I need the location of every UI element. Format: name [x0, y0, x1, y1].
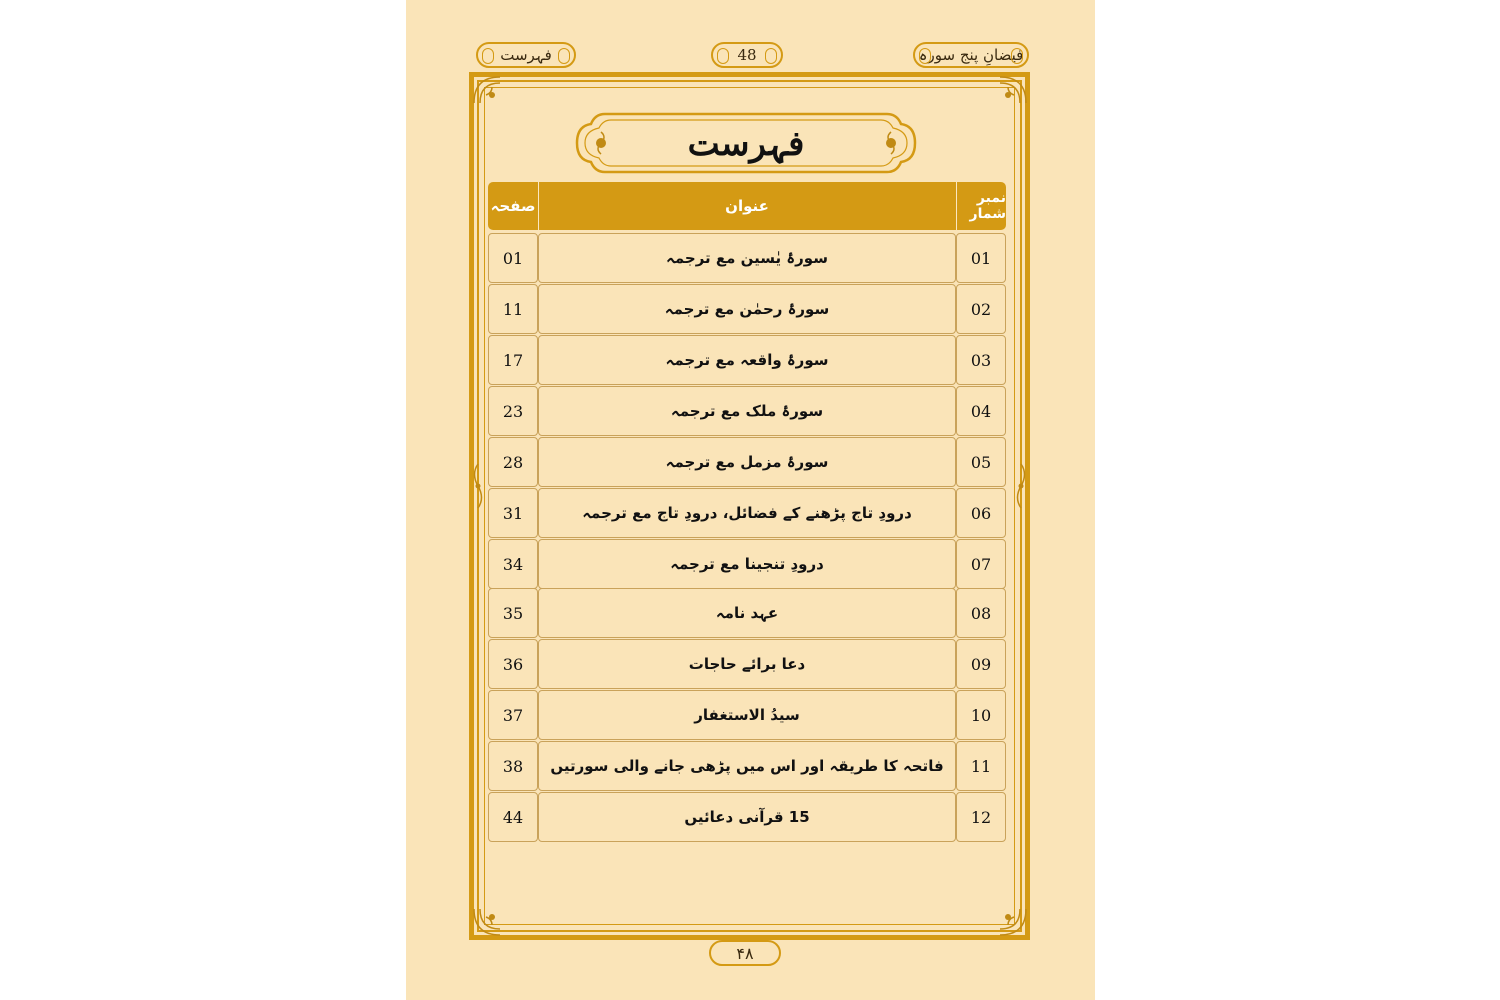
row-serial: 01 — [956, 233, 1006, 283]
side-ornament-right — [1014, 462, 1028, 510]
header-section-title — [476, 42, 576, 68]
column-header-page: صفحہ — [490, 197, 536, 215]
row-topic: سیدُ الاستغفار — [538, 690, 956, 740]
row-serial: 04 — [956, 386, 1006, 436]
row-serial: 06 — [956, 488, 1006, 538]
row-page-number: 34 — [488, 539, 538, 589]
header-page-number — [711, 42, 783, 68]
row-serial: 10 — [956, 690, 1006, 740]
table-row — [488, 284, 1006, 334]
table-row — [488, 335, 1006, 385]
row-topic: سورۂ واقعہ مع ترجمہ — [538, 335, 956, 385]
footer-page-number-text: ۴۸ — [736, 943, 754, 963]
corner-ornament-bottom-right — [990, 899, 1030, 939]
table-row — [488, 437, 1006, 487]
row-page-number: 23 — [488, 386, 538, 436]
title-cartouche — [575, 112, 917, 174]
row-page-number: 11 — [488, 284, 538, 334]
side-ornament-left — [471, 462, 485, 510]
row-page-number: 44 — [488, 792, 538, 842]
row-topic: عہد نامہ — [538, 588, 956, 638]
column-header-serial: نمبر شمار — [969, 190, 1006, 222]
row-serial: 12 — [956, 792, 1006, 842]
table-row — [488, 539, 1006, 589]
table-row — [488, 588, 1006, 638]
row-page-number: 17 — [488, 335, 538, 385]
row-topic: 15 قرآنی دعائیں — [538, 792, 956, 842]
row-page-number: 35 — [488, 588, 538, 638]
row-serial: 08 — [956, 588, 1006, 638]
row-topic: سورۂ یٰسین مع ترجمہ — [538, 233, 956, 283]
corner-ornament-bottom-left — [470, 899, 510, 939]
corner-ornament-top-left — [470, 73, 510, 113]
footer-page-number — [709, 940, 781, 966]
row-serial: 02 — [956, 284, 1006, 334]
row-serial: 03 — [956, 335, 1006, 385]
row-page-number: 36 — [488, 639, 538, 689]
row-page-number: 38 — [488, 741, 538, 791]
row-page-number: 37 — [488, 690, 538, 740]
header-page-number-text: 48 — [737, 46, 757, 64]
row-serial: 09 — [956, 639, 1006, 689]
table-row — [488, 233, 1006, 283]
header-book-title-text: فیضانِ پنج سورہ — [918, 46, 1024, 64]
table-header — [488, 182, 1006, 230]
row-topic: درودِ تنجینا مع ترجمہ — [538, 539, 956, 589]
row-page-number: 31 — [488, 488, 538, 538]
row-serial: 07 — [956, 539, 1006, 589]
table-row — [488, 690, 1006, 740]
table-row — [488, 386, 1006, 436]
row-topic: سورۂ ملک مع ترجمہ — [538, 386, 956, 436]
page-title: فہرست — [687, 123, 805, 164]
table-row — [488, 792, 1006, 842]
header-book-title — [913, 42, 1029, 68]
corner-ornament-top-right — [990, 73, 1030, 113]
row-topic: دعا برائے حاجات — [538, 639, 956, 689]
row-serial: 05 — [956, 437, 1006, 487]
row-topic: فاتحہ کا طریقہ اور اس میں پڑھی جانے والی سورتیں — [538, 741, 956, 791]
row-topic: درودِ تاج پڑھنے کے فضائل، درودِ تاج مع ترجمہ — [538, 488, 956, 538]
row-page-number: 28 — [488, 437, 538, 487]
table-row — [488, 488, 1006, 538]
row-topic: سورۂ مزمل مع ترجمہ — [538, 437, 956, 487]
table-row — [488, 741, 1006, 791]
row-page-number: 01 — [488, 233, 538, 283]
row-topic: سورۂ رحمٰن مع ترجمہ — [538, 284, 956, 334]
table-row — [488, 639, 1006, 689]
row-serial: 11 — [956, 741, 1006, 791]
column-header-topic: عنوان — [725, 197, 769, 215]
header-section-title-text: فہرست — [500, 46, 552, 64]
